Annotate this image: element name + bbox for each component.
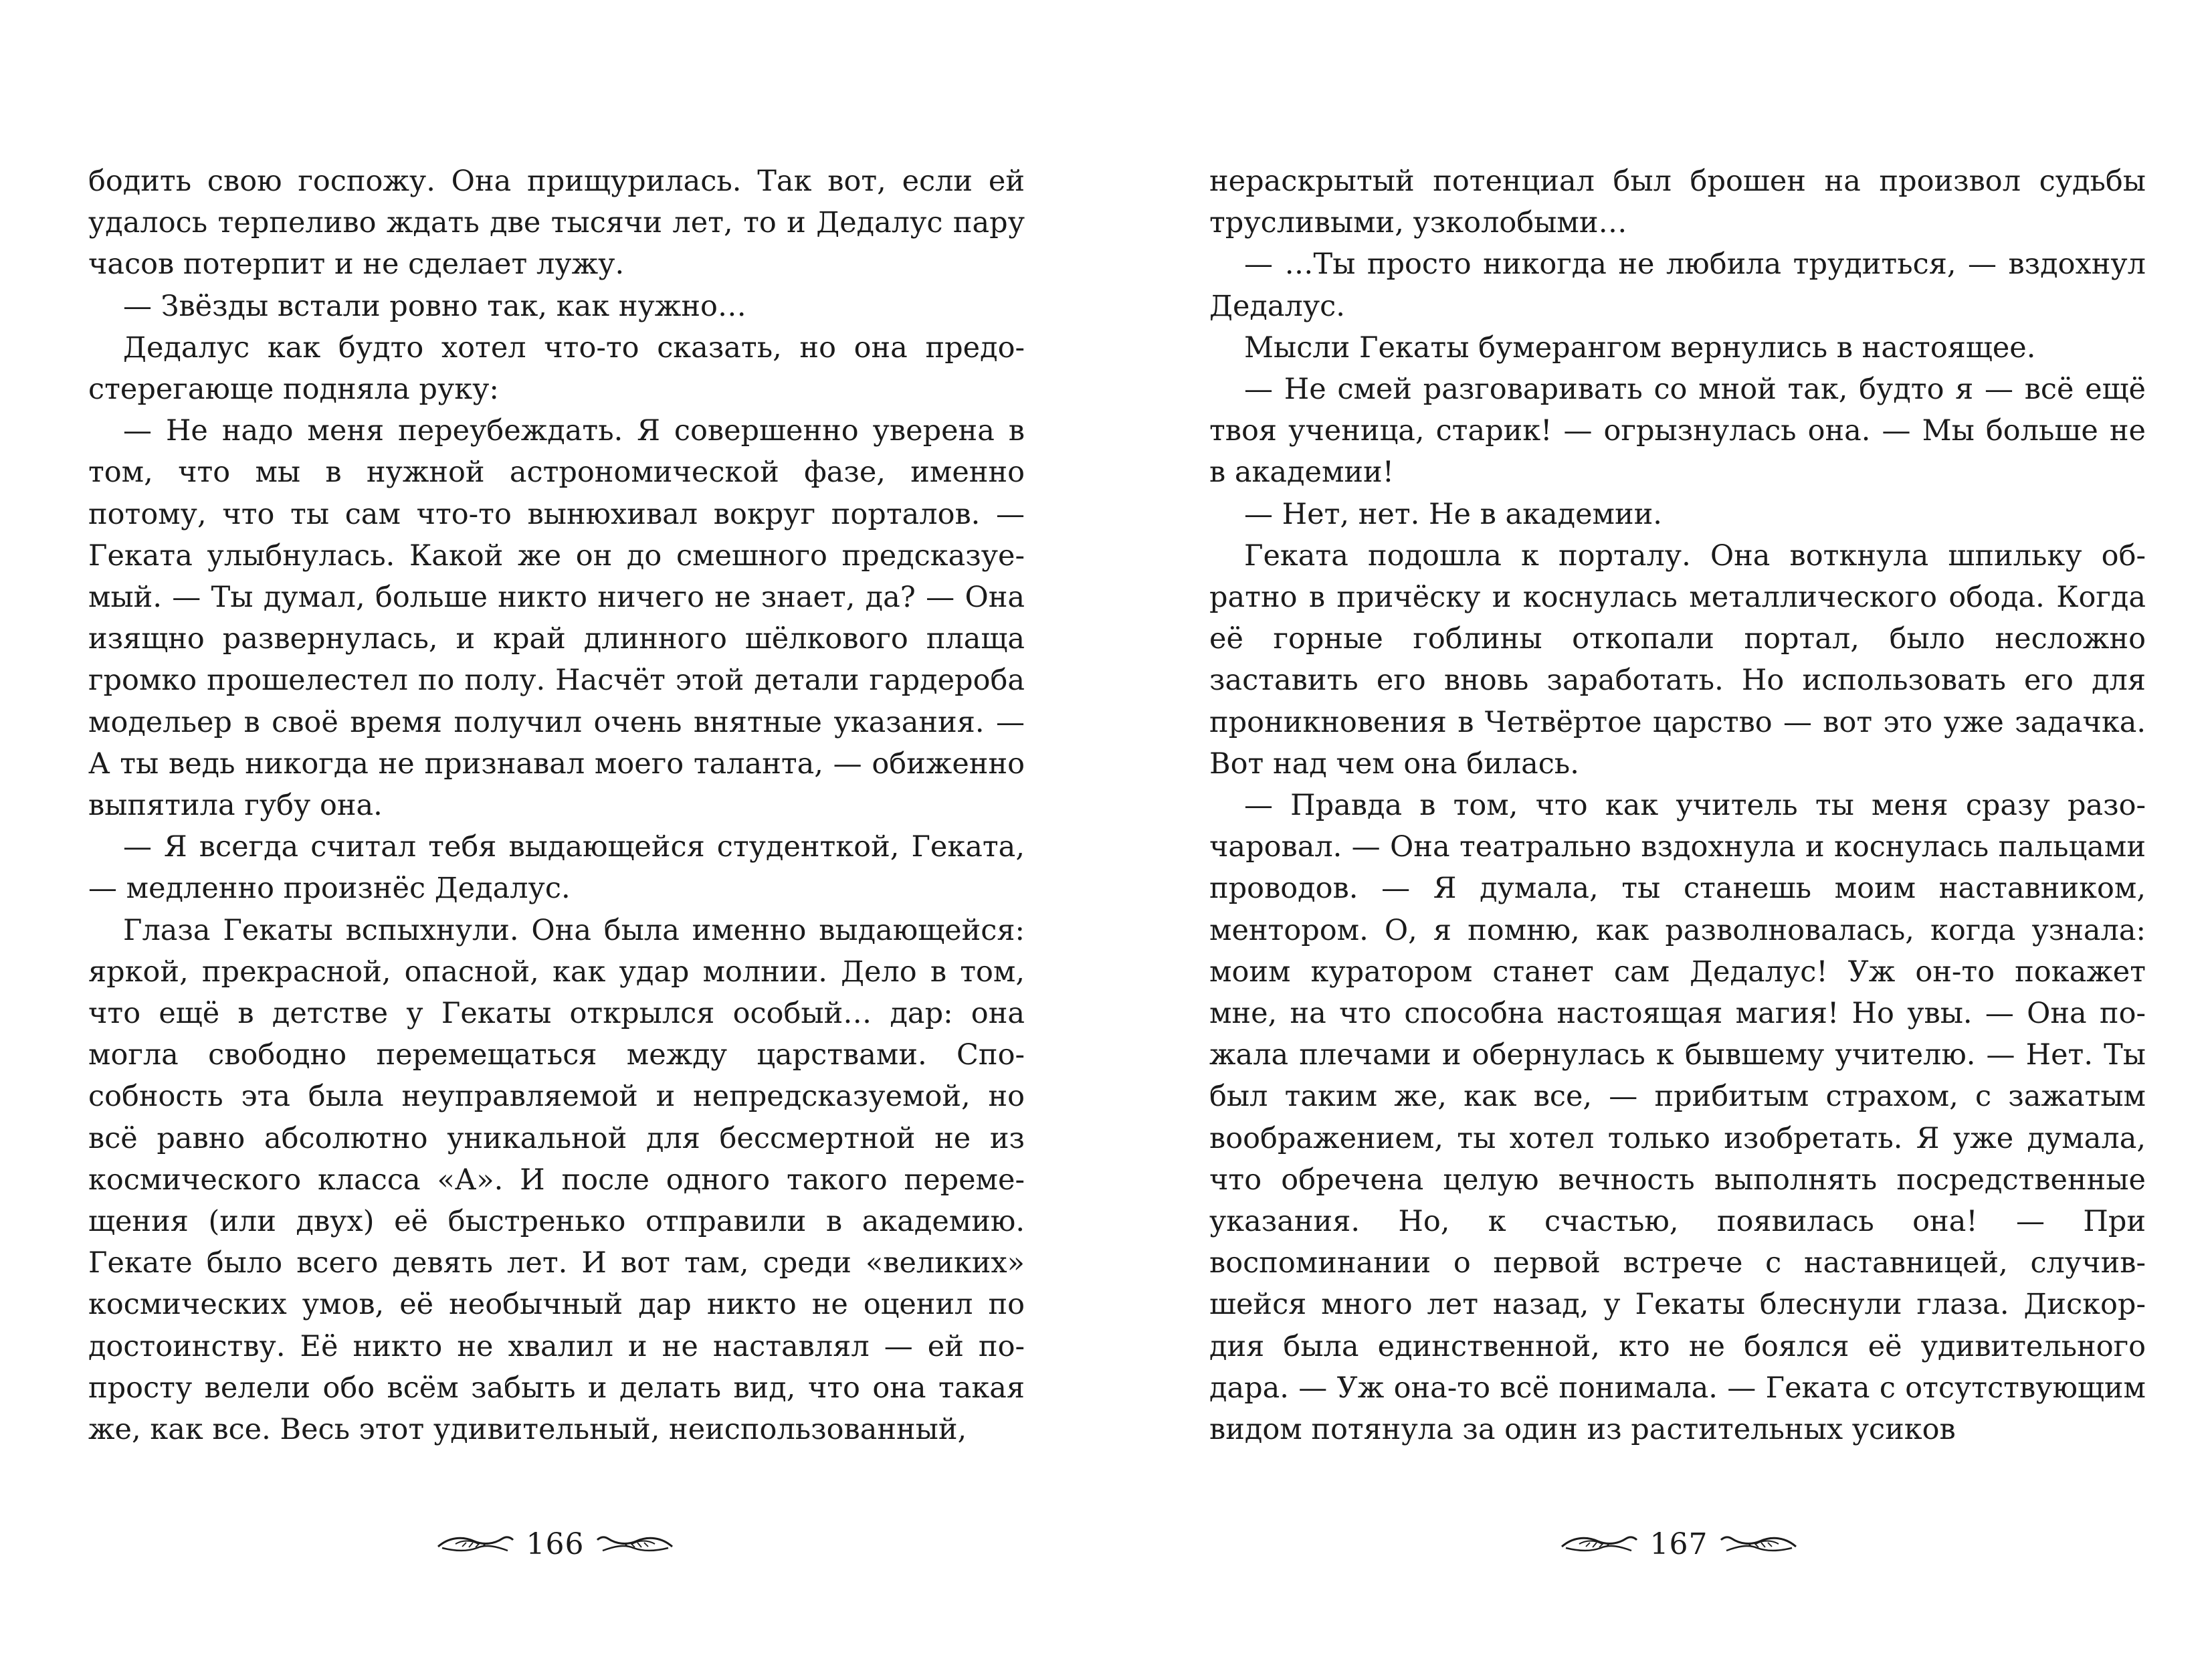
paragraph: Мысли Гекаты бумерангом вернулись в настоящее. <box>1244 330 2036 365</box>
right-page <box>1209 161 2146 1450</box>
right-flourish-icon <box>1718 1531 1799 1557</box>
paragraph: бодить свою госпожу. Она прищурилась. Так вот, если ей удалось терпеливо ждать две тысячи лет, то и Дедалус пару часов потерпит и не сделает лужу. <box>88 165 1025 282</box>
paragraph: Геката подошла к порталу. Она воткнула шпильку обратно в причёску и коснулась металлического обода. Когда её горные гоблины откопали портал, было несложно заставить его вновь заработать. Но использовать его для проникновения в Четвёртое царство — вот это уже задачка. Вот над чем она билась. <box>1209 539 2146 781</box>
left-folio <box>428 1517 682 1571</box>
paragraph: — …Ты просто никогда не любила трудиться, — вздохнул Дедалус. <box>1209 248 2146 323</box>
paragraph: — Не надо меня переубеждать. Я совершенно уверена в том, что мы в нужной астрономической фазе, именно потому, что ты сам что-то вынюхивал вокруг порталов. — Геката улыбнулась. Какой же он до смешного предсказуемый. — Ты думал, больше никто ничего не знает, да? — Она изящно развернулась, и край длинного шёлкового плаща громко прошелестел по полу. Насчёт этой детали гардероба модельер в своё время получил очень внятные указания. — А ты ведь никогда не признавал моего таланта, — обиженно выпятила губу она. <box>88 414 1025 823</box>
left-page-text <box>88 161 1025 1450</box>
paragraph: — Я всегда считал тебя выдающейся студенткой, Геката, — медленно произнёс Дедалус. <box>88 830 1025 906</box>
paragraph: Дедалус как будто хотел что-то сказать, но она предостерегающе подняла руку: <box>88 330 1025 407</box>
page-number: 167 <box>1649 1527 1708 1561</box>
left-page <box>88 161 1025 1450</box>
paragraph: — Нет, нет. Не в академии. <box>1244 497 1662 531</box>
page-number: 166 <box>526 1527 585 1561</box>
right-page-text <box>1209 161 2146 1450</box>
right-folio <box>1552 1517 1806 1571</box>
paragraph: — Не смей разговаривать со мной так, будто я — всё ещё твоя ученица, старик! — огрызнулась она. — Мы больше не в академии! <box>1209 373 2146 490</box>
left-flourish-icon <box>1559 1531 1639 1557</box>
paragraph: Глаза Гекаты вспыхнули. Она была именно выдающейся: яркой, прекрасной, опасной, как удар молнии. Дело в том, что ещё в детстве у Гекаты открылся особый… дар: она могла свободно перемещаться между царствами. Способность эта была неуправляемой и непредсказуемой, но всё равно абсолютно уникальной для бессмертной не из космического класса «А». И после одного такого перемещения (или двух) её быстренько отправили в академию. Гекате было всего девять лет. И вот там, среди «великих» космических умов, её необычный дар никто не оценил по достоинству. Её никто не хвалил и не наставлял — ей попросту велели обо всём забыть и делать вид, что она такая же, как все. Весь этот удивительный, неиспользованный, <box>88 913 1025 1447</box>
left-flourish-icon <box>435 1531 516 1557</box>
paragraph: нераскрытый потенциал был брошен на произвол судьбы трусливыми, узколобыми… <box>1209 165 2146 240</box>
right-flourish-icon <box>595 1531 675 1557</box>
paragraph: — Звёзды встали ровно так, как нужно… <box>123 289 746 323</box>
paragraph: — Правда в том, что как учитель ты меня сразу разочаровал. — Она театрально вздохнула и коснулась пальцами проводов. — Я думала, ты станешь моим наставником, ментором. О, я помню, как разволновалась, когда узнала: моим куратором станет сам Дедалус! Уж он-то покажет мне, на что способна настоящая магия! Но увы. — Она пожала плечами и обернулась к бывшему учителю. — Нет. Ты был таким же, как все, — прибитым страхом, с зажатым воображением, ты хотел только изобретать. Я уже думала, что обречена целую вечность выполнять посредственные указания. Но, к счастью, появилась она! — При воспоминании о первой встрече с наставницей, случившейся много лет назад, у Гекаты блеснули глаза. Дискордия была единственной, кто не боялся её удивительного дара. — Уж она-то всё понимала. — Геката с отсутствующим видом потянула за один из растительных усиков <box>1209 789 2146 1447</box>
